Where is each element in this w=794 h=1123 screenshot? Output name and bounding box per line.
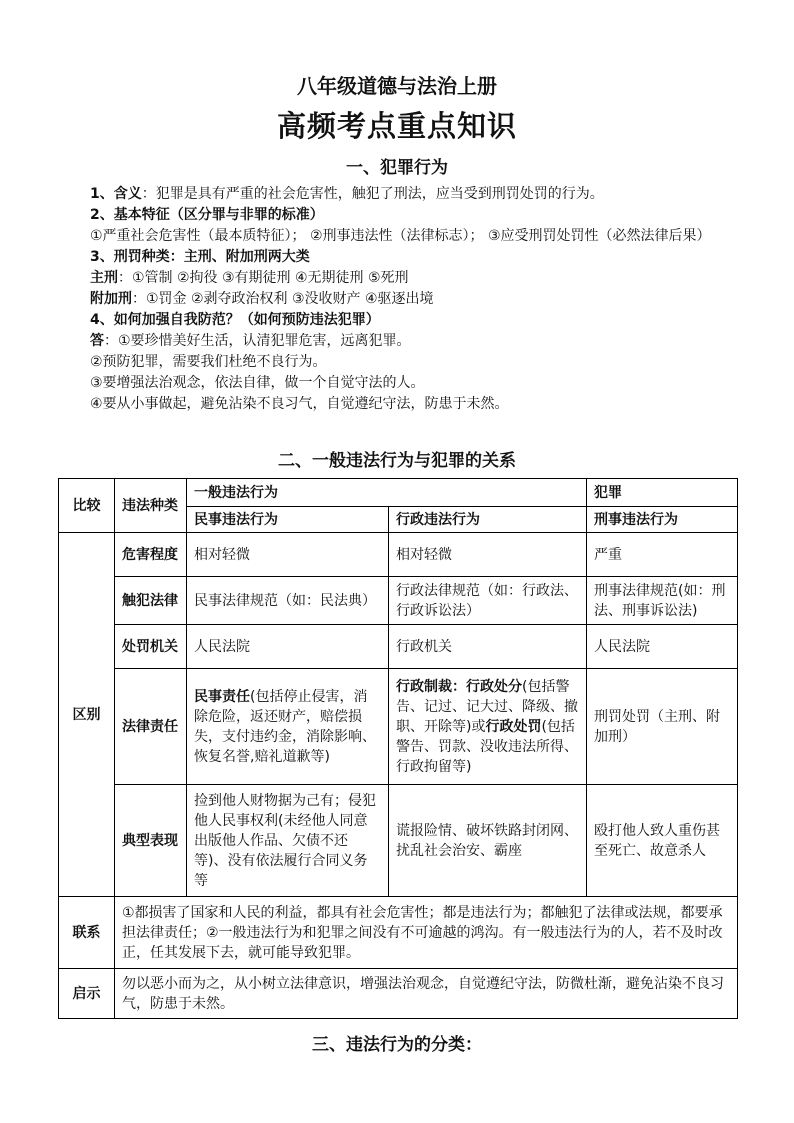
cell-admin: 行政机关 — [389, 625, 587, 669]
prevention-heading: 4、如何加强自我防范？（如何预防违法犯罪） — [90, 312, 380, 328]
link-text: ①都损害了国家和人民的利益，都具有社会危害性；都是违法行为；都触犯了法律或法规，都要承担法律责任；②一般违法行为和犯罪之间没有不可逾越的鸿沟。有一般违法行为的人，若不及时改正，任其发展下去，就可能导致犯罪。 — [115, 897, 738, 969]
cell-civil: 民事法律规范（如：民法典） — [187, 577, 389, 625]
crime-section-body — [62, 184, 742, 415]
features-text-content: ①严重社会危害性（最本质特征）； ②刑事违法性（法律标志）； ③应受刑罚处罚性（必然法律后果） — [90, 228, 711, 244]
section-heading-crime: 一、犯罪行为 — [346, 158, 448, 178]
admin-sanction-bold: 行政制裁：行政处分 — [396, 678, 522, 695]
section-heading-relation: 二、一般违法行为与犯罪的关系 — [278, 451, 516, 471]
difference-label: 区别 — [59, 533, 115, 897]
table-row — [59, 625, 738, 669]
definition-label: 1、含义 — [90, 186, 142, 202]
table-row-link — [59, 897, 738, 969]
admin-penalty-bold: 行政处罚 — [485, 718, 542, 735]
admin-penalty-text: (包括警告、罚款、没收违法所得、行政拘留等) — [396, 718, 578, 775]
features-heading: 2、基本特征（区分罪与非罪的标准） — [90, 207, 324, 223]
civil-violation-header: 民事违法行为 — [187, 507, 389, 533]
answer-text-1: ：①要珍惜美好生活，认清犯罪危害，远离犯罪。 — [104, 333, 411, 349]
civil-liability-bold: 民事责任 — [194, 688, 250, 705]
table-header-row-1 — [59, 479, 738, 507]
cell-criminal: 殴打他人致人重伤甚至死亡、故意杀人 — [587, 785, 738, 897]
row-label: 典型表现 — [115, 785, 187, 897]
cell-civil — [187, 669, 389, 785]
general-violation-header: 一般违法行为 — [187, 479, 587, 507]
extra-penalty-label: 附加刑 — [90, 291, 132, 307]
row-label: 触犯法律 — [115, 577, 187, 625]
answer-line-4: ④要从小事做起，避免沾染不良习气，自觉遵纪守法，防患于未然。 — [90, 396, 509, 412]
cell-civil: 相对轻微 — [187, 533, 389, 577]
answer-line-3: ③要增强法治观念，依法自律，做一个自觉守法的人。 — [90, 375, 425, 391]
cell-criminal: 刑事法律规范(如：刑法、刑事诉讼法) — [587, 577, 738, 625]
extra-penalty-line — [62, 289, 742, 310]
features-text — [34, 226, 742, 247]
penalty-heading: 3、刑罚种类：主刑、附加刑两大类 — [90, 249, 310, 265]
cell-criminal: 人民法院 — [587, 625, 738, 669]
answer-line-2: ②预防犯罪，需要我们杜绝不良行为。 — [90, 354, 327, 370]
document-subtitle: 高频考点重点知识 — [276, 109, 517, 143]
criminal-violation-header: 刑事违法行为 — [587, 507, 738, 533]
cell-admin: 行政法律规范（如：行政法、行政诉讼法） — [389, 577, 587, 625]
cell-admin: 谎报险情、破坏铁路封闭网、扰乱社会治安、霸座 — [389, 785, 587, 897]
row-label: 危害程度 — [115, 533, 187, 577]
main-penalty-text: ：①管制 ②拘役 ③有期徒刑 ④无期徒刑 ⑤死刑 — [118, 270, 409, 286]
table-row — [59, 577, 738, 625]
answer-line-1 — [62, 331, 742, 352]
section-heading-classification: 三、违法行为的分类： — [312, 1035, 482, 1055]
table-row — [59, 785, 738, 897]
cell-criminal: 刑罚处罚（主刑、附加刑） — [587, 669, 738, 785]
table-row-inspire — [59, 969, 738, 1019]
cell-civil: 人民法院 — [187, 625, 389, 669]
admin-violation-header: 行政违法行为 — [389, 507, 587, 533]
definition-line — [62, 184, 742, 205]
extra-penalty-text: ：①罚金 ②剥夺政治权利 ③没收财产 ④驱逐出境 — [132, 291, 434, 307]
answer-label: 答 — [90, 333, 104, 349]
table-row — [59, 533, 738, 577]
inspire-label: 启示 — [59, 969, 115, 1019]
inspire-text: 勿以恶小而为之，从小树立法律意识，增强法治观念，自觉遵纪守法，防微杜渐，避免沾染不良习气，防患于未然。 — [115, 969, 738, 1019]
cell-criminal: 严重 — [587, 533, 738, 577]
civil-liability-text: (包括停止侵害，消除危险，返还财产，赔偿损失，支付违约金，消除影响、恢复名誉,赔礼道歉等) — [194, 688, 376, 765]
crime-header: 犯罪 — [587, 479, 738, 507]
definition-text: ：犯罪是具有严重的社会危害性，触犯了刑法，应当受到刑罚处罚的行为。 — [141, 186, 604, 202]
cell-admin: 相对轻微 — [389, 533, 587, 577]
relation-table — [58, 478, 738, 1019]
row-label: 处罚机关 — [115, 625, 187, 669]
row-label: 法律责任 — [115, 669, 187, 785]
document-title: 八年级道德与法治上册 — [297, 74, 497, 98]
compare-header: 比较 — [59, 479, 115, 533]
cell-civil: 捡到他人财物据为己有；侵犯他人民事权利(未经他人同意出版他人作品、欠债不还等)、没有依法履行合同义务等 — [187, 785, 389, 897]
admin-sanction-text: (包括警告、记过、记大过、降级、撤职、开除等)或 — [396, 678, 578, 735]
table-row — [59, 669, 738, 785]
cell-admin — [389, 669, 587, 785]
link-label: 联系 — [59, 897, 115, 969]
main-penalty-label: 主刑 — [90, 270, 118, 286]
type-header: 违法种类 — [115, 479, 187, 533]
main-penalty-line — [62, 268, 742, 289]
